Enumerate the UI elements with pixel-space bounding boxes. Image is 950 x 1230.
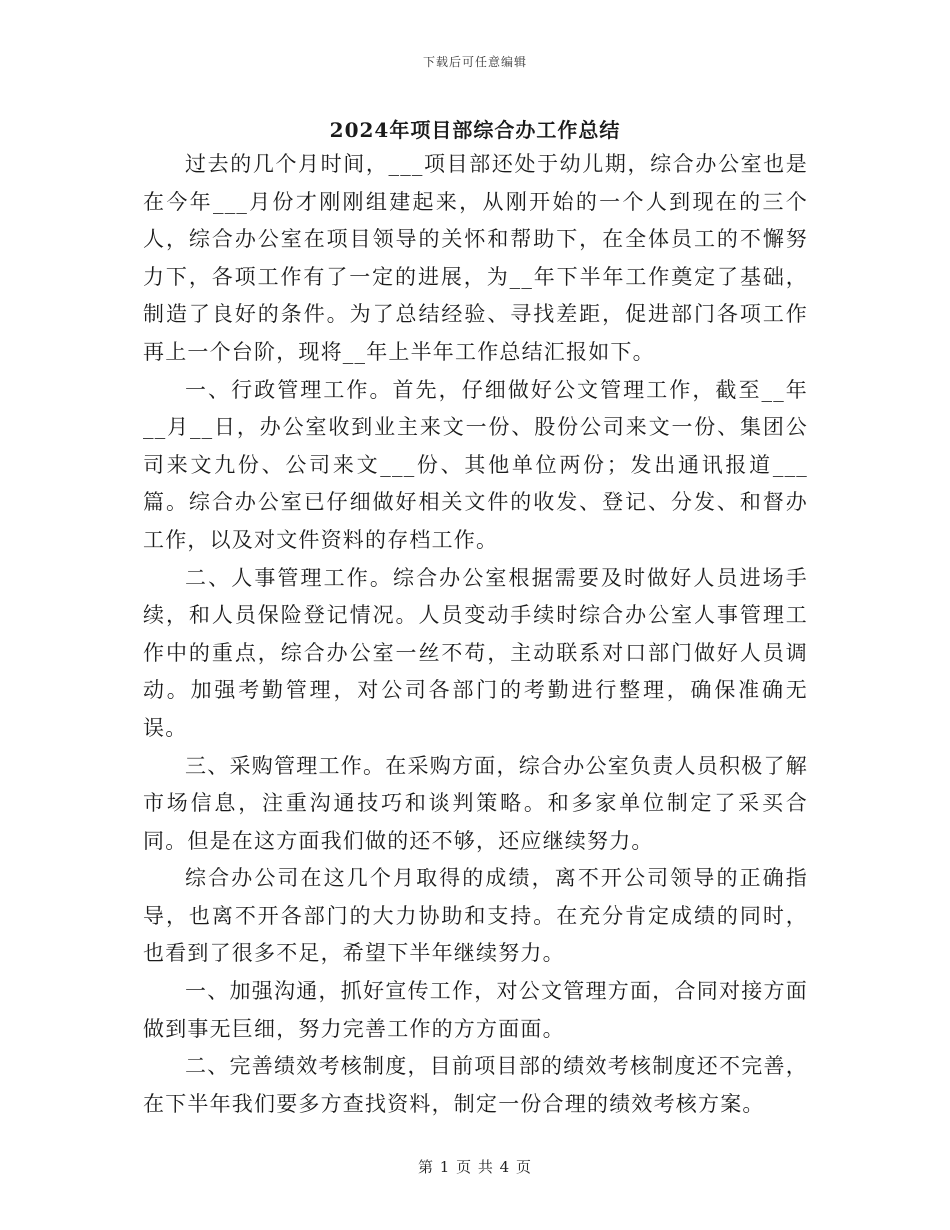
paragraph-intro: 过去的几个月时间，___项目部还处于幼儿期，综合办公室也是在今年___月份才刚刚组建起来，从刚开始的一个人到现在的三个人，综合办公室在项目领导的关怀和帮助下，在全体员工的不懈努力下，各项工作有了一定的进展，为__年下半年工作奠定了基础，制造了良好的条件。为了总结经验、寻找差距，促进部门各项工作再上一个台阶，现将__年上半年工作总结汇报如下。 xyxy=(143,152,808,364)
paragraph-plan-performance: 二、完善绩效考核制度，目前项目部的绩效考核制度还不完善，在下半年我们要多方查找资料，制定一份合理的绩效考核方案。 xyxy=(143,1054,808,1116)
paragraph-admin: 一、行政管理工作。首先，仔细做好公文管理工作，截至__年__月__日，办公室收到业主来文一份、股份公司来文一份、集团公司来文九份、公司来文___份、其他单位两份；发出通讯报道___篇。综合办公室已仔细做好相关文件的收发、登记、分发、和督办工作，以及对文件资料的存档工作。 xyxy=(143,377,808,552)
paragraph-summary: 综合办公司在这几个月取得的成绩，离不开公司领导的正确指导，也离不开各部门的大力协助和支持。在充分肯定成绩的同时，也看到了很多不足，希望下半年继续努力。 xyxy=(143,866,808,966)
paragraph-procurement: 三、采购管理工作。在采购方面，综合办公室负责人员积极了解市场信息，注重沟通技巧和谈判策略。和多家单位制定了采买合同。但是在这方面我们做的还不够，还应继续努力。 xyxy=(143,753,808,853)
paragraph-hr: 二、人事管理工作。综合办公室根据需要及时做好人员进场手续，和人员保险登记情况。人员变动手续时综合办公室人事管理工作中的重点，综合办公室一丝不苟，主动联系对口部门做好人员调动。加强考勤管理，对公司各部门的考勤进行整理，确保准确无误。 xyxy=(143,565,808,740)
page-footer: 第 1 页 共 4 页 xyxy=(418,1158,532,1176)
paragraph-plan-communication: 一、加强沟通，抓好宣传工作，对公文管理方面，合同对接方面做到事无巨细，努力完善工作的方方面面。 xyxy=(143,979,808,1041)
document-body xyxy=(143,146,808,1123)
document-title: 2024年项目部综合办工作总结 xyxy=(329,118,621,142)
header-note: 下载后可任意编辑 xyxy=(422,55,527,69)
